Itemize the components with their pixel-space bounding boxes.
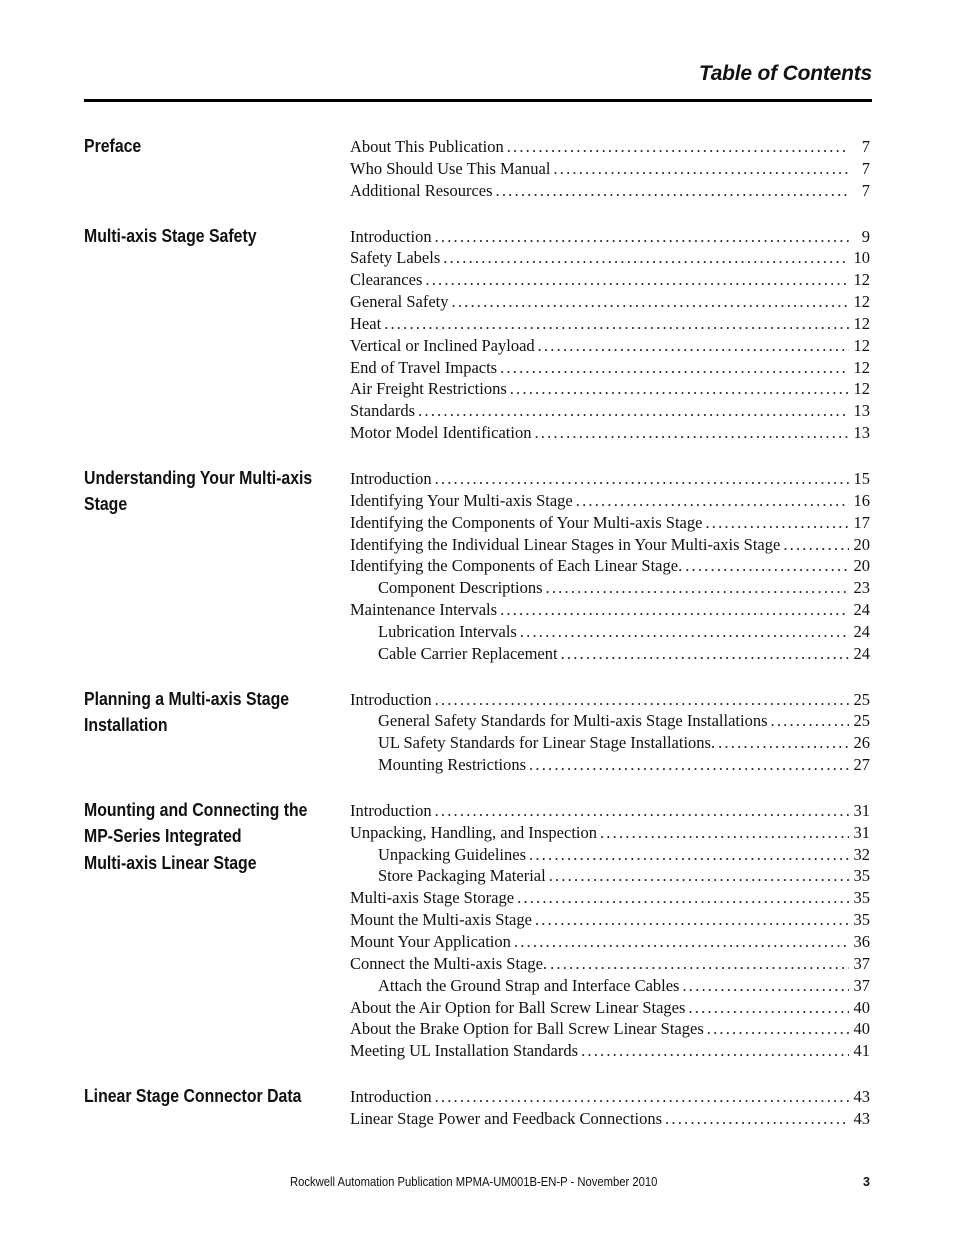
toc-entry-page: 25: [853, 689, 870, 709]
dot-leader: [771, 710, 850, 732]
toc-entry[interactable]: [350, 931, 870, 953]
toc-entry-page: 43: [853, 1087, 870, 1107]
toc-entry[interactable]: [350, 291, 870, 313]
toc-entry-page: 40: [853, 1019, 870, 1039]
toc-entry-page: 12: [853, 270, 870, 290]
dot-leader: [435, 226, 849, 248]
toc-entry-label: Lubrication Intervals: [378, 621, 517, 641]
page-number: 3: [863, 1175, 870, 1189]
toc-entry-list: [350, 226, 870, 444]
dot-leader: [534, 422, 849, 444]
toc-entry-page: 27: [853, 755, 870, 775]
dot-leader: [665, 1108, 849, 1130]
toc-entry-label: Vertical or Inclined Payload: [350, 335, 535, 355]
toc-entry-page: 12: [853, 292, 870, 312]
toc-entry[interactable]: [350, 643, 870, 665]
toc-entry[interactable]: [350, 1108, 870, 1130]
toc-entry-label: Heat: [350, 313, 382, 333]
toc-section: [84, 468, 872, 665]
toc-entry-page: 7: [861, 137, 870, 156]
toc-entry-page: 24: [853, 600, 870, 620]
dot-leader: [452, 291, 850, 313]
toc-entry-label: UL Safety Standards for Linear Stage Installations.: [378, 733, 716, 753]
toc-entry-page: 12: [853, 357, 870, 377]
toc-entry-page: 37: [853, 953, 870, 973]
toc-entry[interactable]: [350, 180, 870, 202]
toc-entry-page: 36: [853, 932, 870, 951]
toc-entry-label: Additional Resources: [350, 180, 493, 200]
dot-leader: [682, 975, 849, 997]
dot-leader: [538, 335, 849, 357]
toc-entry-label: Introduction: [350, 689, 432, 709]
toc-entry[interactable]: [350, 357, 870, 379]
dot-leader: [685, 555, 849, 577]
toc-entry-page: 7: [861, 158, 870, 178]
footer-publication: Rockwell Automation Publication MPMA-UM001B-EN-P - November 2010: [290, 1175, 658, 1189]
dot-leader: [507, 136, 849, 158]
toc-entry-label: Linear Stage Power and Feedback Connections: [350, 1108, 663, 1128]
page-title: Table of Contents: [698, 62, 872, 85]
toc-entry-label: Mount Your Application: [350, 932, 511, 951]
toc-entry-page: 17: [853, 512, 870, 532]
toc-entry[interactable]: [350, 844, 870, 866]
toc-entry-page: 13: [853, 423, 870, 443]
toc-entry-label: Identifying the Individual Linear Stages in Your Multi-axis Stage: [350, 534, 781, 554]
toc-entry-label: Mounting Restrictions: [378, 755, 527, 775]
dot-leader: [435, 1086, 849, 1108]
toc-entry-label: Unpacking, Handling, and Inspection: [350, 822, 597, 842]
dot-leader: [435, 800, 849, 822]
toc-entry-page: 25: [853, 711, 870, 731]
toc-entry[interactable]: [350, 800, 870, 822]
toc-entry-label: Who Should Use This Manual: [350, 158, 551, 178]
toc-entry-page: 12: [853, 379, 870, 399]
toc-entry-page: 15: [853, 468, 870, 488]
toc-entry-label: Clearances: [350, 270, 423, 290]
toc-entry[interactable]: [350, 422, 870, 444]
toc-entry[interactable]: [350, 400, 870, 422]
toc-entry[interactable]: [350, 865, 870, 887]
toc-entry-label: Introduction: [350, 468, 432, 488]
toc-entry-label: About the Air Option for Ball Screw Linear Stages: [350, 997, 686, 1017]
dot-leader: [783, 534, 849, 556]
dot-leader: [500, 357, 849, 379]
toc-entry[interactable]: [350, 599, 870, 621]
toc-entry-page: 20: [853, 534, 870, 554]
toc-entry-label: Multi-axis Stage Storage: [350, 888, 515, 908]
toc-entry-label: Cable Carrier Replacement: [378, 643, 558, 663]
toc-entry-label: Identifying Your Multi-axis Stage: [350, 490, 573, 510]
toc-entry-page: 37: [853, 975, 870, 995]
toc-section: [84, 226, 872, 444]
toc-entry[interactable]: [350, 621, 870, 643]
toc-entry-page: 35: [853, 888, 870, 908]
toc-entry-label: Unpacking Guidelines: [378, 844, 527, 864]
toc-entry-page: 43: [853, 1108, 870, 1128]
toc-entry-page: 12: [853, 335, 870, 355]
toc-entry-label: About This Publication: [350, 137, 504, 156]
toc-sections: [84, 136, 872, 1154]
toc-entry[interactable]: [350, 468, 870, 490]
toc-entry[interactable]: [350, 158, 870, 180]
toc-entry-label: About the Brake Option for Ball Screw Linear Stages: [350, 1019, 704, 1039]
toc-entry-page: 35: [853, 910, 870, 930]
dot-leader: [600, 822, 849, 844]
dot-leader: [496, 180, 849, 202]
section-heading: Planning a Multi-axis Stage Installation: [84, 688, 290, 736]
dot-leader: [514, 931, 849, 953]
section-heading: Multi-axis Stage Safety: [84, 225, 257, 246]
toc-entry-label: Store Packaging Material: [378, 866, 546, 886]
toc-section: [84, 136, 872, 202]
dot-leader: [435, 468, 849, 490]
toc-entry-label: Mount the Multi-axis Stage: [350, 910, 532, 930]
section-heading: Preface: [84, 136, 142, 156]
dot-leader: [517, 887, 849, 909]
toc-entry-page: 31: [853, 822, 870, 842]
dot-leader: [418, 400, 849, 422]
dot-leader: [707, 1018, 849, 1040]
dot-leader: [718, 732, 849, 754]
dot-leader: [688, 997, 849, 1019]
toc-entry-label: Maintenance Intervals: [350, 600, 498, 620]
toc-entry[interactable]: [350, 512, 870, 534]
toc-entry-label: Air Freight Restrictions: [350, 379, 507, 399]
dot-leader: [443, 247, 849, 269]
toc-entry-page: 41: [853, 1041, 870, 1061]
toc-entry[interactable]: [350, 1040, 870, 1062]
dot-leader: [425, 269, 849, 291]
dot-leader: [510, 378, 849, 400]
toc-entry-page: 31: [853, 800, 870, 820]
dot-leader: [384, 313, 849, 335]
toc-entry-label: Motor Model Identification: [350, 423, 532, 443]
dot-leader: [561, 643, 849, 665]
toc-entry-list: [350, 136, 870, 202]
toc-entry-page: 16: [853, 490, 870, 510]
toc-entry-label: Introduction: [350, 1087, 432, 1107]
toc-entry[interactable]: [350, 247, 870, 269]
toc-section: [84, 689, 872, 776]
toc-entry-page: 10: [853, 248, 870, 268]
toc-entry-page: 20: [853, 556, 870, 576]
dot-leader: [520, 621, 849, 643]
toc-entry-label: End of Travel Impacts: [350, 357, 498, 377]
toc-section: [84, 800, 872, 1062]
toc-entry-list: [350, 800, 870, 1062]
toc-entry[interactable]: [350, 490, 870, 512]
dot-leader: [576, 490, 849, 512]
toc-entry-page: 24: [853, 643, 870, 663]
toc-entry-label: Meeting UL Installation Standards: [350, 1041, 579, 1061]
toc-entry-page: 35: [853, 866, 870, 886]
toc-entry[interactable]: [350, 136, 870, 158]
dot-leader: [500, 599, 849, 621]
toc-entry-page: 13: [853, 401, 870, 421]
toc-entry-page: 40: [853, 997, 870, 1017]
toc-entry[interactable]: [350, 822, 870, 844]
toc-entry-list: [350, 1086, 870, 1130]
toc-section: [84, 1086, 872, 1130]
dot-leader: [529, 754, 849, 776]
toc-entry-label: Introduction: [350, 226, 432, 246]
dot-leader: [550, 953, 849, 975]
toc-entry-label: General Safety Standards for Multi-axis Stage Installations: [378, 711, 768, 731]
dot-leader: [581, 1040, 849, 1062]
section-heading: Linear Stage Connector Data: [84, 1086, 302, 1107]
dot-leader: [546, 577, 849, 599]
toc-entry-label: Attach the Ground Strap and Interface Cables: [378, 975, 680, 995]
toc-entry[interactable]: [350, 689, 870, 711]
dot-leader: [535, 909, 849, 931]
toc-entry-label: Safety Labels: [350, 248, 441, 268]
toc-entry-list: [350, 689, 870, 776]
toc-entry-label: General Safety: [350, 292, 449, 312]
toc-entry-page: 26: [853, 733, 870, 753]
title-rule: [84, 99, 872, 102]
toc-entry[interactable]: [350, 732, 870, 754]
toc-entry[interactable]: [350, 226, 870, 248]
toc-entry[interactable]: [350, 269, 870, 291]
dot-leader: [549, 865, 849, 887]
toc-entry-page: 7: [861, 180, 870, 200]
toc-entry[interactable]: [350, 335, 870, 357]
toc-entry-label: Component Descriptions: [378, 578, 543, 598]
toc-entry-label: Standards: [350, 401, 416, 421]
section-heading: Understanding Your Multi-axis Stage: [84, 467, 313, 515]
toc-entry-list: [350, 468, 870, 665]
toc-entry[interactable]: [350, 754, 870, 776]
toc-entry-page: 12: [853, 313, 870, 333]
toc-entry-label: Identifying the Components of Each Linear Stage.: [350, 556, 683, 576]
toc-entry[interactable]: [350, 997, 870, 1019]
toc-entry[interactable]: [350, 1018, 870, 1040]
toc-entry[interactable]: [350, 577, 870, 599]
toc-entry[interactable]: [350, 975, 870, 997]
toc-entry[interactable]: [350, 378, 870, 400]
toc-entry-page: 9: [861, 226, 870, 246]
dot-leader: [529, 844, 849, 866]
toc-entry[interactable]: [350, 887, 870, 909]
toc-entry-page: 32: [853, 844, 870, 864]
dot-leader: [435, 689, 849, 711]
dot-leader: [705, 512, 849, 534]
toc-entry[interactable]: [350, 313, 870, 335]
toc-entry-page: 24: [853, 621, 870, 641]
toc-entry-page: 23: [853, 578, 870, 598]
toc-entry-label: Identifying the Components of Your Multi-axis Stage: [350, 512, 703, 532]
toc-entry[interactable]: [350, 1086, 870, 1108]
toc-entry-label: Introduction: [350, 800, 432, 820]
toc-entry[interactable]: [350, 534, 870, 556]
toc-entry-label: Connect the Multi-axis Stage.: [350, 953, 548, 973]
section-heading: Mounting and Connecting the MP-Series Integrated Multi-axis Linear Stage: [84, 799, 308, 873]
toc-entry[interactable]: [350, 710, 870, 732]
dot-leader: [553, 158, 849, 180]
toc-entry[interactable]: [350, 953, 870, 975]
toc-entry[interactable]: [350, 555, 870, 577]
toc-entry[interactable]: [350, 909, 870, 931]
